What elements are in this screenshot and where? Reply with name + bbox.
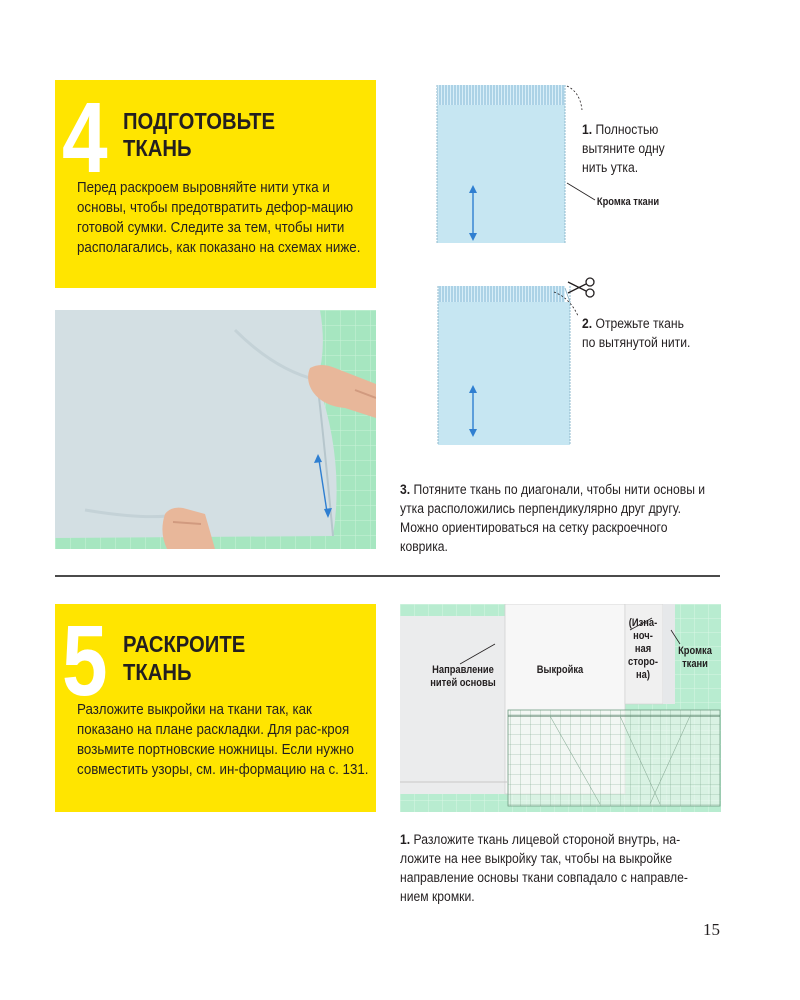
label-wrong-l1: (Изна- bbox=[628, 617, 658, 629]
label-selvage-l1: Кромка bbox=[678, 645, 712, 657]
photo2-caption bbox=[400, 830, 715, 906]
fabric-diagram-1 bbox=[430, 80, 600, 250]
label-pattern: Выкройка bbox=[536, 664, 584, 676]
diagram1-caption-num: 1. bbox=[582, 122, 593, 137]
photo1-caption bbox=[400, 480, 715, 556]
label-wrong-l2: ноч- bbox=[633, 630, 653, 642]
selvage-label-1: Кромка ткани bbox=[596, 196, 660, 208]
step4-number: 4 bbox=[62, 82, 105, 194]
label-selvage-l2: ткани bbox=[682, 658, 708, 670]
section-divider bbox=[55, 575, 720, 577]
diagram2-caption-num: 2. bbox=[582, 316, 593, 331]
photo1-caption-num: 3. bbox=[400, 482, 411, 497]
step5-title-line1: РАСКРОИТЕ bbox=[123, 631, 246, 657]
label-grain-direction bbox=[425, 664, 502, 690]
step5-title-line2: ТКАНЬ bbox=[123, 659, 192, 685]
photo2-caption-num: 1. bbox=[400, 832, 411, 847]
step5-number: 5 bbox=[62, 605, 105, 717]
step4-title-line1: ПОДГОТОВЬТЕ bbox=[123, 108, 275, 134]
label-wrong-side bbox=[622, 617, 665, 682]
fabric bbox=[55, 310, 337, 538]
photo1-caption-text: Потяните ткань по диагонали, чтобы нити основы и утка расположились перпендикулярно друг другу. Можно ориентироваться на сетку раскроечного коврика. bbox=[400, 482, 706, 554]
label-wrong-l3: ная bbox=[634, 643, 652, 655]
ruler bbox=[508, 710, 720, 806]
pattern-layout-photo bbox=[400, 604, 721, 812]
label-wrong-l5: на) bbox=[636, 669, 650, 681]
step5-text: Разложите выкройки на ткани так, как показано на плане раскладки. Для рас-кроя возьмите портновские ножницы. Если нужно совместить узоры, см. ин-формацию на с. 131. bbox=[77, 702, 369, 778]
label-wrong-l4: сторо- bbox=[628, 656, 658, 668]
diagram1-caption bbox=[582, 120, 681, 177]
label-grain-line1: Направление bbox=[432, 664, 494, 676]
diagram1-caption-text: Полностью вытяните одну нить утка. bbox=[582, 122, 665, 175]
label-selvage bbox=[674, 645, 717, 671]
fabric-straightening-photo bbox=[55, 310, 376, 549]
fabric-piece bbox=[438, 302, 570, 445]
page-number: 15 bbox=[703, 920, 720, 939]
label-grain-line2: нитей основы bbox=[430, 677, 496, 689]
pointer-line bbox=[567, 86, 582, 110]
diagram2-caption bbox=[582, 314, 699, 352]
fabric-diagram-2 bbox=[430, 272, 605, 447]
fabric-piece bbox=[437, 105, 565, 243]
diagram2-caption-text: Отрежьте ткань по вытянутой нити. bbox=[582, 316, 691, 350]
photo2-caption-text: Разложите ткань лицевой стороной внутрь, на-ложите на нее выкройку так, чтобы на выкройке направление основы ткани совпадало с направле-нием кромки. bbox=[400, 832, 688, 904]
scissors-icon bbox=[568, 278, 594, 297]
step4-text: Перед раскроем выровняйте нити утка и основы, чтобы предотвратить дефор-мацию готовой сумки. Следите за тем, чтобы нити располагались, как показано на схемах ниже. bbox=[77, 180, 361, 256]
step4-title-line2: ТКАНЬ bbox=[123, 135, 192, 161]
